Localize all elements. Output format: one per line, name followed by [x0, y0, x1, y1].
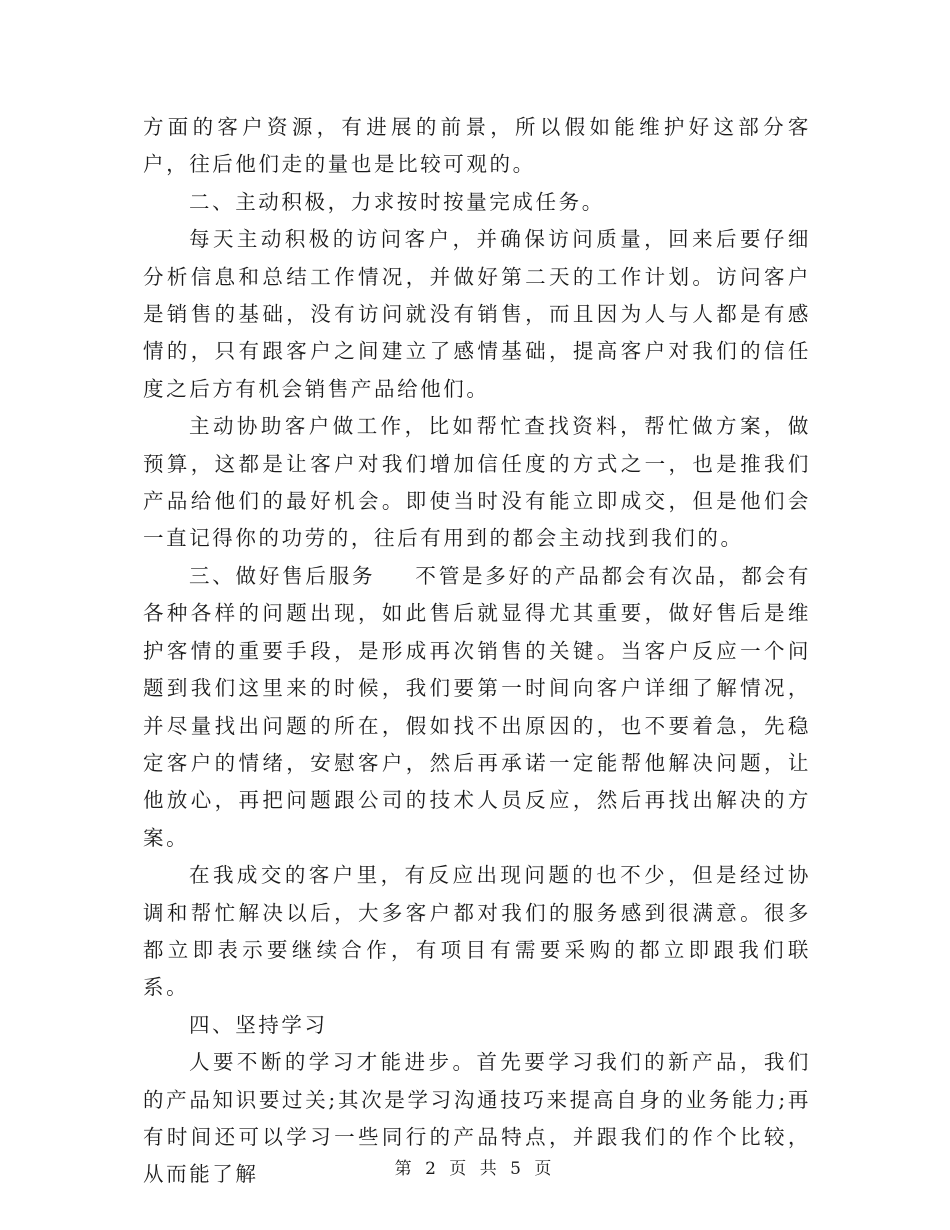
section-heading-4: 四、坚持学习: [189, 1012, 328, 1037]
after-sales-text: 不管是多好的产品都会有次品，都会有各种各样的问题出现，如此售后就显得尤其重要，做好售后是维护客情的重要手段，是形成再次销售的关键。当客户反应一个问题到我们这里来的时候，我们要第一时间向客户详细了解情况，并尽量找出问题的所在，假如找不出原因的，也不要着急，先稳定客户的情绪，安慰客户，然后再承诺一定能帮他解决问题，让他放心，再把问题跟公司的技术人员反应，然后再找出解决的方案。: [143, 563, 811, 850]
paragraph-assist-customers: 主动协助客户做工作，比如帮忙查找资料，帮忙做方案，做预算，这都是让客户对我们增加信任度的方式之一，也是推我们产品给他们的最好机会。即使当时没有能立即成交，但是他们会一直记得你的功劳的，往后有用到的都会主动找到我们的。: [143, 414, 811, 551]
paragraph-after-sales: [143, 558, 811, 857]
page-number-footer: 第 2 页 共 5 页: [394, 1159, 556, 1179]
paragraph-customer-feedback: 在我成交的客户里，有反应出现问题的也不少，但是经过协调和帮忙解决以后，大多客户都对我们的服务感到很满意。很多都立即表示要继续合作，有项目有需要采购的都立即跟我们联系。: [143, 863, 811, 1000]
paragraph-visit-customers: 每天主动积极的访问客户，并确保访问质量，回来后要仔细分析信息和总结工作情况，并做好第二天的工作计划。访问客户是销售的基础，没有访问就没有销售，而且因为人与人都是有感情的，只有跟客户之间建立了感情基础，提高客户对我们的信任度之后方有机会销售产品给他们。: [143, 227, 811, 401]
paragraph-continuation: 方面的客户资源，有进展的前景，所以假如能维护好这部分客户，往后他们走的量也是比较可观的。: [143, 115, 811, 177]
paragraph-keep-learning: 人要不断的学习才能进步。首先要学习我们的新产品，我们的产品知识要过关;其次是学习沟通技巧来提高自身的业务能力;再有时间还可以学习一些同行的产品特点，并跟我们的作个比较，从而能了解: [143, 1050, 811, 1187]
document-body: [143, 109, 811, 1194]
section-heading-2: 二、主动积极，力求按时按量完成任务。: [189, 189, 605, 214]
section-heading-3: 三、做好售后服务: [189, 563, 376, 588]
